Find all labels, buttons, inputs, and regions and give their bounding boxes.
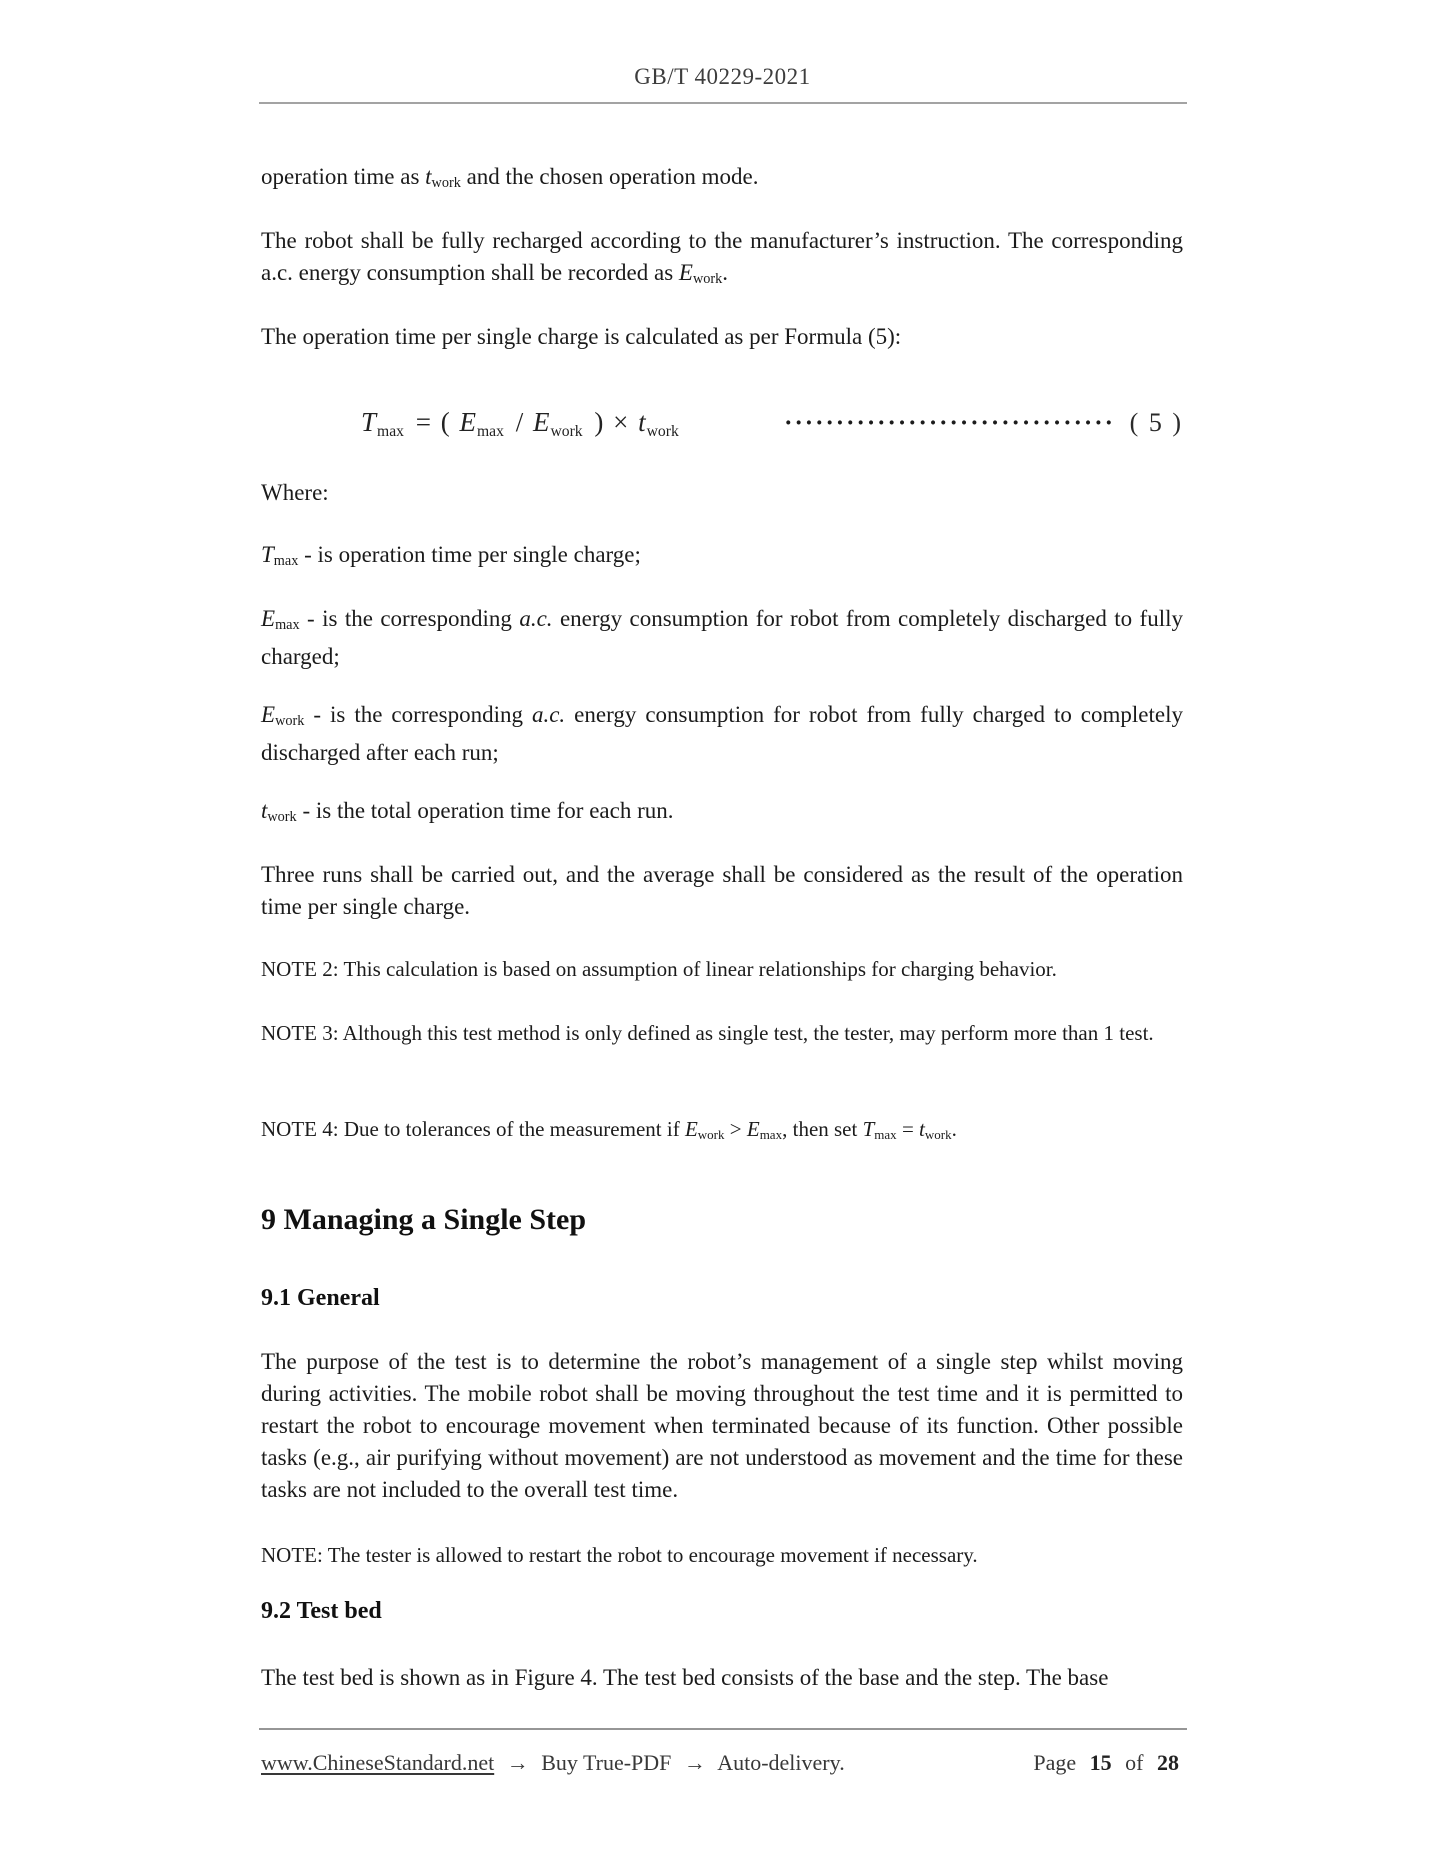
note-4: NOTE 4: Due to tolerances of the measurement if Ework > Emax, then set Tmax = twork. [261, 1117, 957, 1142]
section-9-1-paragraph: The purpose of the test is to determine the robot’s management of a single step whilst moving during activities. The mobile robot shall be moving throughout the test time and it is permitted to restart the robot to encourage movement when terminated because of its function. Other possible tasks (e.g., air purifying without movement) are not understood as movement and the time for these tasks are not included to the overall test time. [261, 1349, 1183, 1502]
where-label: Where: [261, 480, 329, 505]
formula-number: ( 5 ) [1129, 408, 1183, 437]
section-9-heading: 9 Managing a Single Step [261, 1203, 587, 1236]
page-header-title: GB/T 40229-2021 [634, 64, 811, 89]
definition-tmax: Tmax - is operation time per single charge; [261, 542, 641, 570]
section-9-2-heading: 9.2 Test bed [261, 1598, 382, 1624]
footer-page-label: Page [1033, 1750, 1077, 1775]
formula-5 [261, 402, 1183, 452]
footer-delivery-text: Auto-delivery. [717, 1750, 845, 1775]
paragraph-formula-intro: The operation time per single charge is calculated as per Formula (5): [261, 324, 902, 349]
footer-page-number: 15 [1089, 1750, 1112, 1775]
section-9-2-paragraph: The test bed is shown as in Figure 4. The test bed consists of the base and the step. The base [261, 1665, 1109, 1690]
paragraph-recharge: The robot shall be fully recharged according to the manufacturer’s instruction. The corresponding a.c. energy consumption shall be recorded as Ework. [261, 228, 1183, 288]
header-rule [259, 102, 1187, 104]
footer-buy-text: Buy True-PDF [541, 1750, 672, 1775]
footer-of-label: of [1125, 1750, 1144, 1775]
footer-page-total: 28 [1157, 1750, 1179, 1775]
page-footer [261, 1747, 1183, 1779]
section-9-1-heading: 9.1 General [261, 1285, 380, 1311]
formula-leader [784, 402, 1183, 444]
formula-leader-dots: ································ [784, 410, 1115, 437]
footer-site-link[interactable]: www.ChineseStandard.net [261, 1750, 495, 1775]
paragraph-operation-time: operation time as twork and the chosen operation mode. [261, 164, 759, 192]
footer-arrow-icon: → [506, 1750, 529, 1775]
note-3: NOTE 3: Although this test method is only defined as single test, the tester, may perform more than 1 test. [261, 1021, 1154, 1045]
paragraph-three-runs: Three runs shall be carried out, and the average shall be considered as the result of the operation time per single charge. [261, 862, 1183, 919]
footer-arrow-icon-2: → [683, 1750, 706, 1775]
footer-rule [259, 1728, 1187, 1730]
note-2: NOTE 2: This calculation is based on assumption of linear relationships for charging behavior. [261, 957, 1057, 981]
footer-page-indicator [1029, 1747, 1183, 1779]
definition-twork: twork - is the total operation time for each run. [261, 798, 674, 826]
formula-equation: Tmax = ( Emax / Ework ) × twork [361, 407, 679, 440]
definition-ework: Ework - is the corresponding a.c. energy consumption for robot from fully charged to completely discharged after each run; [261, 702, 1183, 766]
section-9-1-note: NOTE: The tester is allowed to restart the robot to encourage movement if necessary. [261, 1543, 978, 1567]
definition-emax: Emax - is the corresponding a.c. energy consumption for robot from completely discharged to fully charged; [261, 606, 1183, 670]
footer-left-text [261, 1747, 845, 1779]
